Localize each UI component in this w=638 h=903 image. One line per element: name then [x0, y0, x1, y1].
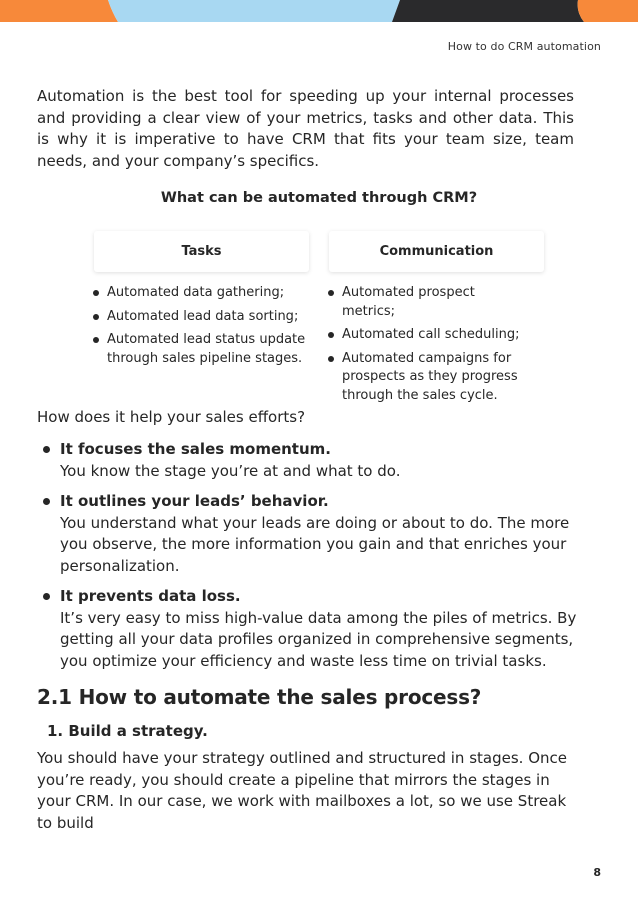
- benefit-title: It prevents data loss.: [60, 587, 241, 605]
- list-item: Automated campaigns for prospects as they progress through the sales cycle.: [326, 350, 526, 406]
- communication-column-header: [329, 231, 544, 272]
- banner-blue-wave: [108, 0, 400, 22]
- page-number: 8: [593, 866, 601, 879]
- benefit-text: You understand what your leads are doing or about to do. The more you observe, the more information you gain and that enriches your personalization.: [60, 513, 570, 575]
- list-item: Automated data gathering;: [91, 284, 306, 303]
- benefits-list: [42, 439, 582, 681]
- banner-shapes: [0, 0, 638, 22]
- tasks-list: [91, 284, 306, 373]
- list-item: Automated prospect metrics;: [326, 284, 526, 321]
- tasks-column-header: [94, 231, 309, 272]
- benefit-title: It outlines your leads’ behavior.: [60, 492, 329, 510]
- benefit-item: [42, 491, 582, 577]
- communication-column-title: Communication: [379, 244, 494, 259]
- benefit-item: [42, 586, 582, 672]
- list-item: Automated lead data sorting;: [91, 308, 306, 327]
- banner-orange-right: [578, 0, 638, 22]
- decorative-banner: [0, 0, 638, 22]
- subsection-heading: 1. Build a strategy.: [47, 722, 208, 740]
- tasks-column-title: Tasks: [181, 244, 222, 259]
- help-question: How does it help your sales efforts?: [37, 408, 306, 426]
- running-header: How to do CRM automation: [447, 40, 601, 53]
- benefit-item: [42, 439, 582, 482]
- automation-heading: What can be automated through CRM?: [160, 190, 478, 206]
- body-paragraph: You should have your strategy outlined and structured in stages. Once you’re ready, you should create a pipeline that mirrors the stages in your CRM. In our case, we work with mailboxes a lot, so we use Streak to build: [37, 749, 567, 832]
- benefit-text: You know the stage you’re at and what to do.: [60, 461, 401, 480]
- benefit-text: It’s very easy to miss high-value data among the piles of metrics. By getting all your data profiles organized in comprehensive segments, you optimize your efficiency and waste less time on trivial tasks.: [60, 608, 577, 670]
- list-item: Automated call scheduling;: [326, 326, 526, 345]
- intro-paragraph: Automation is the best tool for speeding up your internal processes and providing a clear view of your metrics, tasks and other data. This is why it is imperative to have CRM that fits your team size, team needs, and your company’s specifics.: [37, 87, 574, 170]
- communication-list: [326, 284, 526, 410]
- banner-dark-block: [392, 0, 584, 22]
- section-heading: 2.1 How to automate the sales process?: [37, 685, 482, 709]
- list-item: Automated lead status update through sales pipeline stages.: [91, 331, 306, 368]
- banner-orange-left: [0, 0, 118, 22]
- benefit-title: It focuses the sales momentum.: [60, 440, 331, 458]
